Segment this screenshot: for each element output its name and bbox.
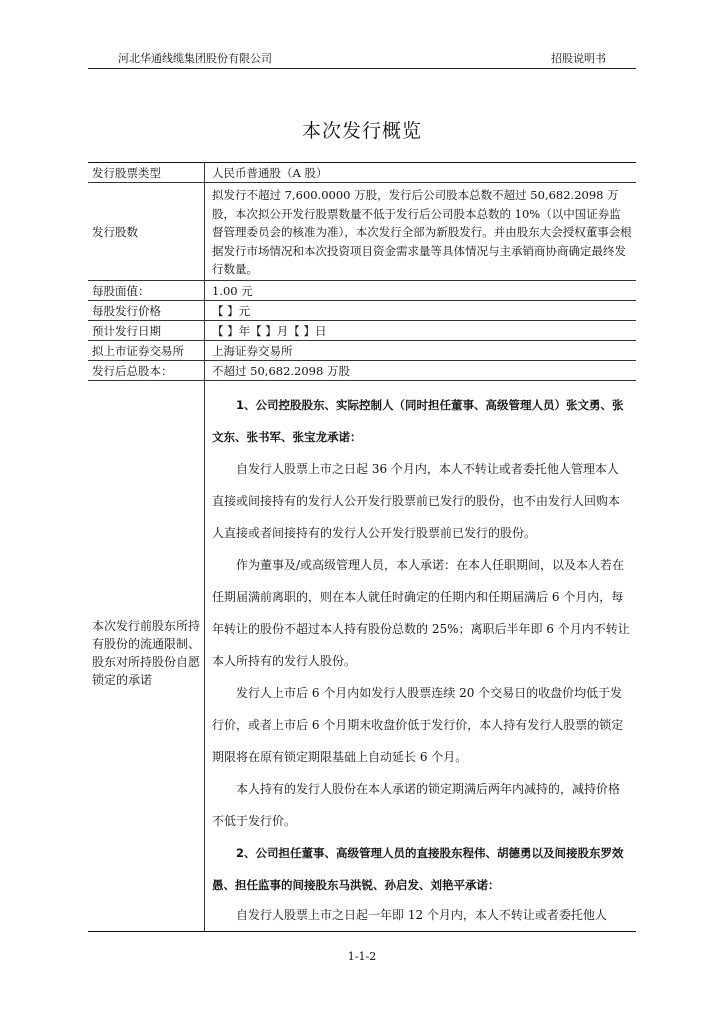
row-value: 人民币普通股（A 股）: [212, 166, 328, 180]
table-row: [88, 321, 636, 341]
row-value: 【 】元: [212, 304, 251, 318]
commitment-heading-text: 1、公司控股股东、实际控制人（同时担任董事、高级管理人员）张文勇、张文东、张书军、张宝龙承诺：: [212, 398, 624, 444]
row-value: 拟发行不超过 7,600.0000 万股，发行后公司股本总数不超过 50,682.2098 万股，本次拟公开发行股票数量不低于发行后公司股本总数的 10%（以中国证券监督管理委员会的核准为准），本次发行全部为新股发行。并由股东大会授权董事会根据发行市场情况和本次投资项目资金需求量等具体情况与主承销商协商确定最终发行数量。: [212, 188, 632, 276]
row-label: 预计发行日期: [92, 324, 161, 338]
row-value: 【 】年【 】月【 】日: [212, 324, 327, 338]
table-row: [88, 163, 636, 183]
row-label: 每股发行价格: [92, 304, 161, 318]
commitment-paragraph: [212, 453, 630, 549]
lockup-row: [88, 381, 636, 931]
overview-table: [88, 162, 636, 932]
paragraph-text: 作为董事及/或高级管理人员，本人承诺：在本人任职期间，以及本人若在任期届满前离职的，则在本人就任时确定的任期内和任期届满后 6 个月内，每年转让的股份不超过本人持有股份总数的 25%；离职后半年即 6 个月内不转让本人所持有的发行人股份。: [212, 558, 630, 668]
row-label: 发行后总股本：: [92, 364, 173, 378]
table-row: [88, 183, 636, 281]
table-row: [88, 341, 636, 361]
commitment-paragraph: [212, 899, 630, 931]
row-label: 发行股票类型: [92, 166, 161, 180]
commitment-paragraph: [212, 677, 630, 773]
row-value: 上海证券交易所: [212, 344, 293, 358]
commitment-paragraph: [212, 549, 630, 677]
commitment-paragraph: [212, 773, 630, 837]
commitment-heading: [212, 837, 630, 901]
paragraph-text: 本人持有的发行人股份在本人承诺的锁定期满后两年内减持的，减持价格不低于发行价。: [212, 782, 621, 828]
table-row: [88, 301, 636, 321]
commitment-heading-text: 2、公司担任董事、高级管理人员的直接股东程伟、胡德勇以及间接股东罗效愚、担任监事的间接股东马洪锐、孙启发、刘艳平承诺：: [212, 846, 624, 892]
page-header: [88, 44, 636, 69]
paragraph-text: 自发行人股票上市之日起一年即 12 个月内，本人不转让或者委托他人: [236, 908, 607, 922]
row-label: 拟上市证券交易所: [92, 344, 184, 358]
company-name: 河北华通线缆集团股份有限公司: [118, 52, 272, 65]
paragraph-text: 自发行人股票上市之日起 36 个月内，本人不转让或者委托他人管理本人直接或间接持有的发行人公开发行股票前已发行的股份，也不由发行人回购本人直接或者间接持有的发行人公开发行股票前已发行的股份。: [212, 462, 621, 540]
row-label: 每股面值：: [92, 284, 150, 298]
lockup-label: 本次发行前股东所持有股份的流通限制、股东对所持股份自愿锁定的承诺: [92, 619, 201, 687]
row-value: 不超过 50,682.2098 万股: [212, 364, 350, 378]
table-row: [88, 281, 636, 301]
row-label: 发行股数: [92, 225, 138, 239]
row-value: 1.00 元: [212, 284, 253, 298]
table-row: [88, 361, 636, 381]
paragraph-text: 发行人上市后 6 个月内如发行人股票连续 20 个交易日的收盘价均低于发行价，或者上市后 6 个月期末收盘价低于发行价，本人持有发行人股票的锁定期限将在原有锁定期限基础上自动延长 6 个月。: [212, 686, 624, 764]
document-type: 招股说明书: [551, 52, 606, 65]
page-number: 1-1-2: [347, 950, 377, 963]
commitment-heading: [212, 389, 630, 453]
page-title: 本次发行概览: [301, 120, 422, 142]
